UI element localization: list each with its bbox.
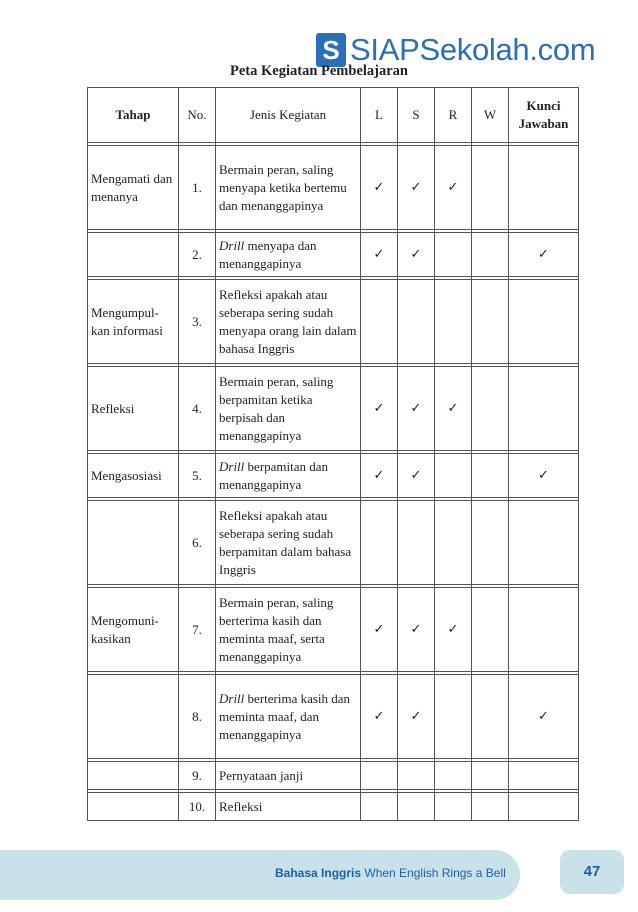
header-no: No. <box>179 88 216 143</box>
cell-check-w <box>472 588 509 672</box>
cell-check-r: ✓ <box>435 146 472 230</box>
jenis-text: berterima kasih dan meminta maaf, dan menanggapinya <box>219 690 351 742</box>
cell-check-r: ✓ <box>435 367 472 451</box>
cell-check-l: ✓ <box>361 675 398 759</box>
cell-jenis <box>216 762 361 790</box>
cell-check-s: ✓ <box>398 146 435 230</box>
cell-tahap <box>88 793 179 821</box>
header-tahap: Tahap <box>88 88 179 143</box>
cell-check-r <box>435 454 472 498</box>
cell-tahap: Mengumpul-kan informasi <box>88 280 179 364</box>
cell-tahap <box>88 762 179 790</box>
cell-check-r <box>435 675 472 759</box>
cell-no: 7. <box>179 588 216 672</box>
cell-check-r <box>435 762 472 790</box>
cell-no: 9. <box>179 762 216 790</box>
cell-check-s: ✓ <box>398 588 435 672</box>
cell-check-w <box>472 762 509 790</box>
table-row <box>88 588 579 672</box>
cell-check-l: ✓ <box>361 233 398 277</box>
header-jenis: Jenis Kegiatan <box>216 88 361 143</box>
cell-no: 10. <box>179 793 216 821</box>
jenis-emphasis: Drill <box>219 458 245 474</box>
cell-check-s: ✓ <box>398 367 435 451</box>
cell-jenis <box>216 454 361 498</box>
table-row <box>88 233 579 277</box>
jenis-text: Pernyataan janji <box>219 767 304 783</box>
cell-check-s: ✓ <box>398 675 435 759</box>
cell-check-k: ✓ <box>509 233 579 277</box>
cell-check-s: ✓ <box>398 233 435 277</box>
cell-no: 1. <box>179 146 216 230</box>
cell-check-r <box>435 793 472 821</box>
cell-check-k <box>509 146 579 230</box>
jenis-text: Bermain peran, saling menyapa ketika bertemu dan menanggapinya <box>219 161 347 213</box>
cell-check-k <box>509 762 579 790</box>
cell-no: 3. <box>179 280 216 364</box>
jenis-text: Refleksi apakah atau seberapa sering sudah berpamitan dalam bahasa Inggris <box>219 507 352 577</box>
cell-check-k <box>509 280 579 364</box>
cell-jenis <box>216 233 361 277</box>
watermark-logo-icon: S <box>316 33 346 67</box>
cell-check-r <box>435 280 472 364</box>
cell-check-r <box>435 501 472 585</box>
cell-tahap: Mengomuni-kasikan <box>88 588 179 672</box>
cell-check-k <box>509 588 579 672</box>
cell-check-w <box>472 233 509 277</box>
cell-tahap <box>88 501 179 585</box>
table-row <box>88 280 579 364</box>
jenis-text: Refleksi <box>219 798 263 814</box>
cell-check-l <box>361 280 398 364</box>
cell-jenis <box>216 501 361 585</box>
header-kunci: Kunci Jawaban <box>509 88 579 143</box>
cell-check-s: ✓ <box>398 454 435 498</box>
cell-check-w <box>472 454 509 498</box>
jenis-emphasis: Drill <box>219 237 245 253</box>
cell-check-l <box>361 501 398 585</box>
table-row <box>88 762 579 790</box>
cell-jenis <box>216 146 361 230</box>
cell-check-l: ✓ <box>361 367 398 451</box>
table-row <box>88 793 579 821</box>
table-row <box>88 146 579 230</box>
cell-jenis <box>216 280 361 364</box>
jenis-text: berpamitan dan menanggapinya <box>219 458 329 492</box>
cell-jenis <box>216 588 361 672</box>
cell-check-l: ✓ <box>361 454 398 498</box>
cell-no: 8. <box>179 675 216 759</box>
cell-tahap: Mengamati dan menanya <box>88 146 179 230</box>
cell-check-l <box>361 762 398 790</box>
cell-check-k <box>509 793 579 821</box>
table-row <box>88 675 579 759</box>
jenis-emphasis: Drill <box>219 690 245 706</box>
cell-no: 2. <box>179 233 216 277</box>
cell-no: 4. <box>179 367 216 451</box>
cell-check-l: ✓ <box>361 146 398 230</box>
header-l: L <box>361 88 398 143</box>
cell-check-r: ✓ <box>435 588 472 672</box>
jenis-text: Bermain peran, saling berterima kasih dan meminta maaf, serta menanggapinya <box>219 594 334 664</box>
cell-tahap: Mengasosiasi <box>88 454 179 498</box>
cell-tahap <box>88 233 179 277</box>
activity-table <box>87 87 579 821</box>
watermark-text: SIAPSekolah.com <box>350 32 596 67</box>
jenis-text: Bermain peran, saling berpamitan ketika berpisah dan menanggapinya <box>219 373 334 443</box>
cell-check-w <box>472 367 509 451</box>
cell-check-l: ✓ <box>361 588 398 672</box>
page-title: Peta Kegiatan Pembelajaran <box>230 63 408 79</box>
cell-check-l <box>361 793 398 821</box>
cell-check-w <box>472 280 509 364</box>
table-row <box>88 367 579 451</box>
cell-check-s <box>398 762 435 790</box>
jenis-text: Refleksi apakah atau seberapa sering sudah menyapa orang lain dalam bahasa Inggris <box>219 286 357 356</box>
cell-no: 5. <box>179 454 216 498</box>
footer-book-bold: Bahasa Inggris <box>275 866 362 880</box>
cell-check-k <box>509 501 579 585</box>
table-row <box>88 501 579 585</box>
cell-jenis <box>216 675 361 759</box>
footer-book-rest: When English Rings a Bell <box>361 866 506 880</box>
table-header-row <box>88 88 579 143</box>
cell-check-s <box>398 501 435 585</box>
cell-check-k: ✓ <box>509 675 579 759</box>
cell-check-w <box>472 793 509 821</box>
cell-check-w <box>472 675 509 759</box>
cell-check-w <box>472 146 509 230</box>
cell-jenis <box>216 367 361 451</box>
cell-jenis <box>216 793 361 821</box>
cell-check-k: ✓ <box>509 454 579 498</box>
header-r: R <box>435 88 472 143</box>
cell-check-r <box>435 233 472 277</box>
table-row <box>88 454 579 498</box>
header-w: W <box>472 88 509 143</box>
page-number: 47 <box>560 850 624 894</box>
jenis-text: menyapa dan menanggapinya <box>219 237 317 271</box>
cell-check-w <box>472 501 509 585</box>
cell-no: 6. <box>179 501 216 585</box>
cell-tahap <box>88 675 179 759</box>
cell-check-k <box>509 367 579 451</box>
cell-tahap: Refleksi <box>88 367 179 451</box>
cell-check-s <box>398 280 435 364</box>
footer-book-title <box>275 866 506 880</box>
header-s: S <box>398 88 435 143</box>
cell-check-s <box>398 793 435 821</box>
